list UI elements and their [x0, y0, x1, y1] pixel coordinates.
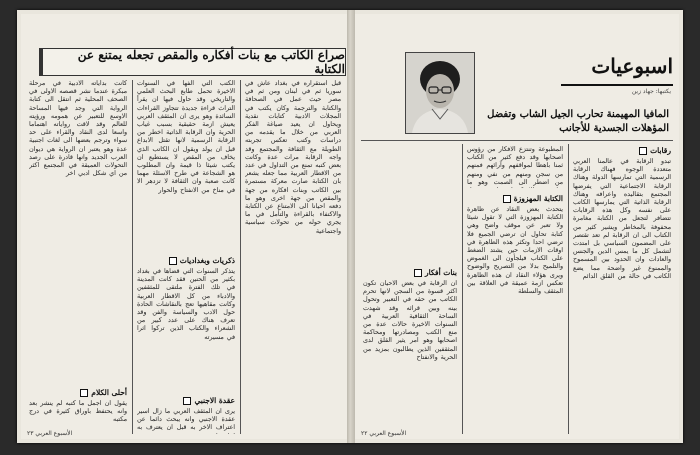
- column-divider: [132, 80, 133, 434]
- square-bullet-icon: [80, 389, 88, 397]
- author-photo: [405, 52, 475, 134]
- memories-subhead: ذكريات وبغداديات: [169, 256, 235, 265]
- left-page-headline-box: [39, 48, 346, 76]
- square-bullet-icon: [639, 147, 647, 155]
- magazine-spread: [17, 10, 683, 443]
- square-bullet-icon: [414, 269, 422, 277]
- left-column-left: كانت بداياته الادبية في مرحلة مبكرة عندما نشر قصصه الاولى في الصحف المحلية ثم انتقل الى كتابة الرواية التي وجد فيها المساحة الاوسع للتعبير عن همومه ورؤيته للعالم وقد لاقت رواياته اهتماما واسعا لدى النقاد والقراء على حد سواء وترجم بعضها الى لغات اجنبية عدة وهو يعتبر ان الرواية هي ديوان العرب الجديد وانها قادرة على رصد التحولات العميقة في المجتمع اكثر من اي شكل ادبي اخر: [29, 80, 127, 178]
- article-title: المافيا المهيمنة تحارب الجيل الشاب وتفضل المؤهلات الجسدية للأجانب: [487, 109, 669, 134]
- column-divider: [240, 80, 241, 434]
- left-page-footer: الأسبوع العربي ٢٣: [27, 430, 73, 437]
- memories-text: يتذكر السنوات التي قضاها في بغداد بكثير من الحنين فقد كانت المدينة في تلك الفترة ملتقى للمثقفين والادباء من كل الاقطار العربية وكانت مقاهيها تعج بالنقاشات الحادة حول الادب والسياسة والفن وقد تعرف هناك على عدد كبير من الشعراء والكتاب الذين تركوا اثرا في مسيرته: [137, 268, 235, 341]
- dreams-subhead: أحلى الكلام: [80, 388, 127, 397]
- thoughts-subhead: بنات أفكار: [414, 268, 457, 277]
- left-column-middle: الكتب التي الفها في السنوات الاخيرة تحمل طابع البحث العلمي والتاريخي وقد حاول فيها ان يقرأ التراث قراءة جديدة تتجاوز القراءات السائدة وهو يرى ان المثقف العربي يعيش ازمة حقيقية بسبب غياب الحرية وان الرقابة الذاتية اخطر من الرقابة الرسمية لانها تقتل الابداع قبل ان يولد ويقول ان الكاتب الذي يخاف من المقص لا يستطيع ان يكتب شيئا ذا قيمة وان المطلوب هو الشجاعة في طرح الاسئلة مهما كانت صعبة وان الثقافة لا تزدهر الا في مناخ من الانفتاح والحوار: [137, 80, 235, 194]
- byline: يكتبها: جهاد زين: [631, 88, 671, 95]
- spread-gutter: [347, 10, 355, 443]
- title-divider: [361, 140, 673, 141]
- dreams-text: يقول ان اجمل ما كتبه لم ينشر بعد وانه يحتفظ باوراق كثيرة في درج مكتبه: [29, 400, 127, 424]
- right-column-right: تبدو الرقابة في عالمنا العربي متعددة الوجوه فهناك الرقابة الرسمية التي تمارسها الدولة وهناك الرقابة الاجتماعية التي يفرضها المجتمع بتقاليده واعرافه وهناك الرقابة الذاتية التي يمارسها الكاتب على نفسه وكل هذه الرقابات تتضافر لتجعل من الكتابة مغامرة محفوفة بالمخاطر ويشير كثير من الكتاب الى ان الرقابة لم تعد تقتصر على المضمون السياسي بل امتدت لتشمل كل ما يمس الدين والجنس والعادات وان الحدود بين المسموح والممنوع غير واضحة مما يضع الكاتب في حالة من القلق الدائم: [573, 158, 671, 280]
- left-page-headline: صراع الكاتب مع بنات أفكاره والمقص تجعله يمتنع عن الكتابة: [77, 48, 345, 76]
- logo-underline: [561, 84, 673, 86]
- square-bullet-icon: [503, 195, 511, 203]
- column-logo: اسبوعيات: [591, 54, 673, 78]
- right-page-footer: الأسبوع العربي ٢٢: [361, 430, 407, 437]
- square-bullet-icon: [169, 257, 177, 265]
- column-divider: [568, 144, 569, 434]
- right-column-middle-intro: المطبوعة وتنتزع الافكار من رؤوس اصحابها وقد دفع كثير من الكتاب ثمنا باهظا لمواقفهم وآرائهم فمنهم من سجن ومنهم من نفي ومنهم من اضطر الى الصمت وهو ما: [467, 146, 563, 186]
- shaky-writing-text: يتحدث بعض النقاد عن ظاهرة الكتابة المهزوزة التي لا تقول شيئا ولا تعبر عن موقف واضح وهي كتابة تحاول ان ترضي الجميع فلا ترضي احدا وتكثر هذه الظاهرة في اوقات الازمات حين يشتد الضغط على الكتاب فيلجأون الى الغموض والتلميح بدلا من التصريح والوضوح ويرى هؤلاء النقاد ان هذه الظاهرة تعكس ازمة عميقة في العلاقة بين المثقف والسلطة: [467, 206, 563, 296]
- right-page: [355, 14, 679, 439]
- right-column-left: ان الرقابة في بعض الاحيان تكون اكثر قسوة من السجن لانها تحرم الكاتب من حقه في التعبير وتحول بينه وبين قرائه وقد شهدت الساحة الثقافية العربية في السنوات الاخيرة حالات عدة من منع الكتب ومصادرتها ومحاكمة اصحابها وهو امر يثير القلق لدى المثقفين الذين يطالبون بمزيد من الحرية والانفتاح: [363, 280, 457, 361]
- square-bullet-icon: [183, 397, 191, 405]
- foreign-subhead: عقدة الاجنبي: [183, 396, 235, 405]
- left-page: [21, 14, 347, 439]
- shaky-writing-subhead: الكتابة المهزوزة: [503, 194, 563, 203]
- censorships-subhead: رقابات: [639, 146, 671, 155]
- author-portrait-icon: [406, 53, 474, 133]
- foreign-text: يرى ان المثقف العربي ما زال اسير عقدة الاجنبي وانه يبحث دائما عن اعتراف الاخر به قبل ان يعترف به: [137, 408, 235, 432]
- left-column-right: قبل استقراره في بغداد عاش في سوريا ثم في لبنان ومن ثم في مصر حيث عمل في الصحافة والكتابة والترجمة وكان يكتب في المجلات الادبية كتابات نقدية ويحاول ان يعيد صياغة الفكر العربي من خلال ما يقدمه من دراسات وكتب تعكس تجربته الطويلة مع الثقافة والمجتمع وقد واجه الرقابة مرات عدة وكانت بعض كتبه تمنع من التداول في عدد من الاقطار العربية مما جعله يشعر بان الكتابة صارت معركة مستمرة بين الكاتب وبنات افكاره من جهة والمقص من جهة اخرى وهو ما دفعه احيانا الى الامتناع عن الكتابة والاكتفاء بالقراءة والتأمل في ما يجري حوله من تحولات سياسية واجتماعية: [245, 80, 341, 235]
- column-divider: [462, 144, 463, 434]
